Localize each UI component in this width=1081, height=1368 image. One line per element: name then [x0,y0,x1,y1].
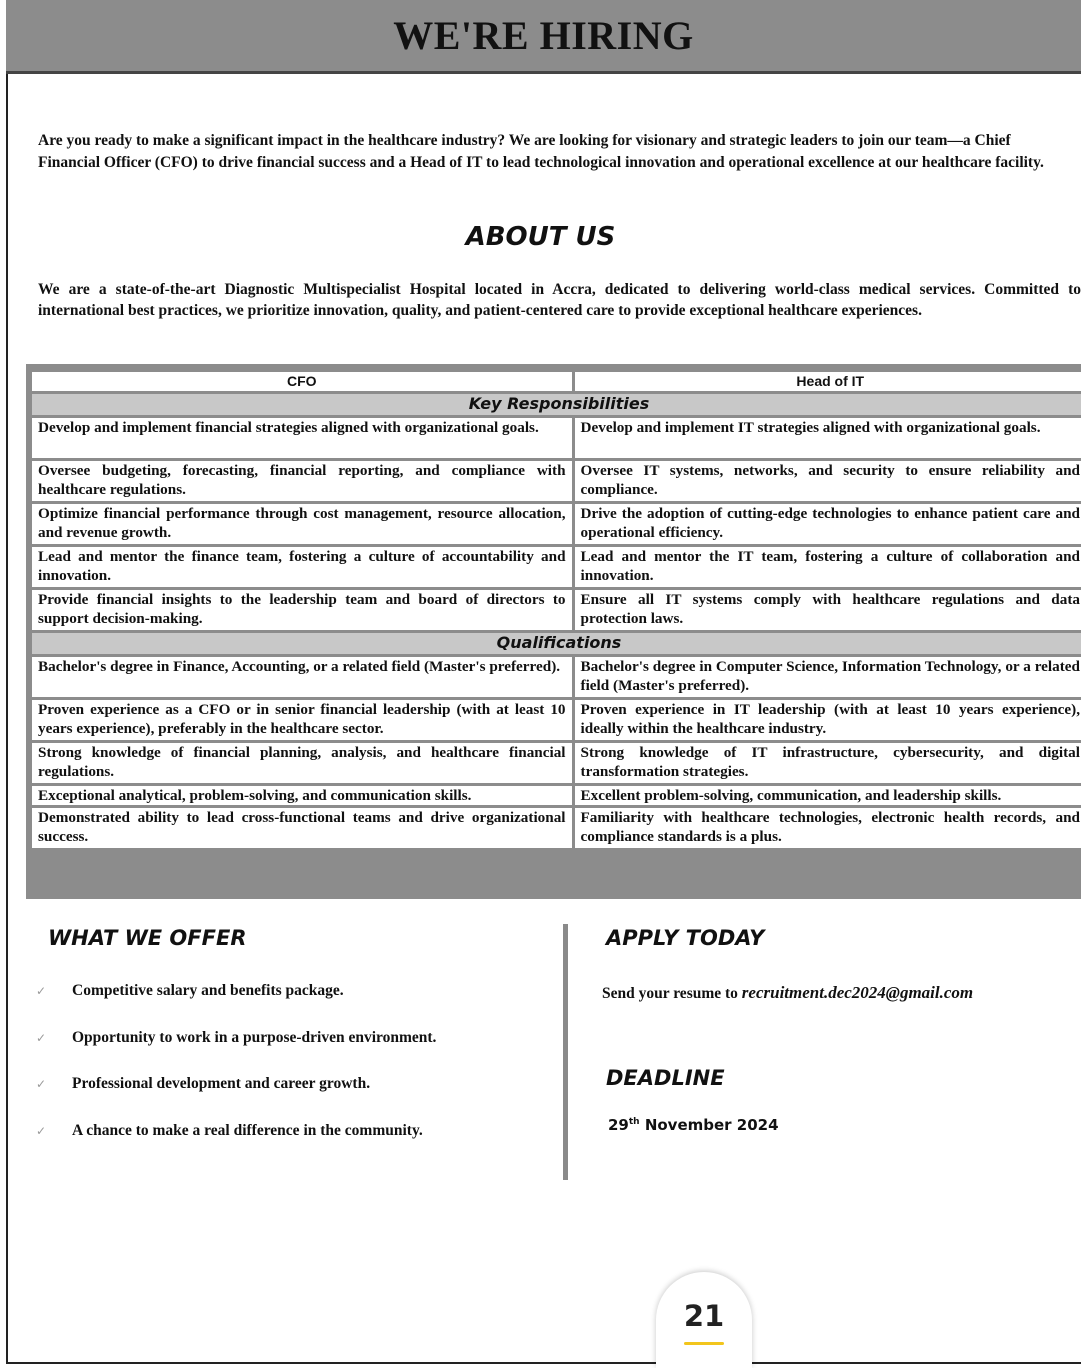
column-divider [563,924,568,1180]
table-row [32,418,1081,458]
cfo-cell: Lead and mentor the finance team, fostering a culture of accountability and innovation. [32,547,572,587]
table-row [32,808,1081,848]
cfo-cell: Bachelor's degree in Finance, Accounting, or a related field (Master's preferred). [32,657,572,697]
it-cell: Bachelor's degree in Computer Science, Information Technology, or a related field (Master's preferred). [575,657,1081,697]
checkmark-icon: ✓ [36,984,47,998]
offer-text: Opportunity to work in a purpose-driven environment. [72,1028,437,1046]
table-row [32,657,1081,697]
list-item [36,982,436,1029]
qualifications-band: Qualifications [32,633,1081,654]
column-header-it: Head of IT [575,372,1081,391]
cfo-cell: Exceptional analytical, problem-solving, and communication skills. [32,786,572,805]
about-heading: ABOUT US [465,222,616,252]
page-number: 21 [683,1299,725,1333]
roles-table-frame [26,364,1081,899]
checkmark-icon: ✓ [36,1077,47,1091]
it-cell: Drive the adoption of cutting-edge technologies to enhance patient care and operational efficiency. [575,504,1081,544]
offer-list [36,982,436,1168]
apply-heading: APPLY TODAY [606,926,765,950]
deadline-day-suffix: th [628,1117,640,1127]
table-row [32,461,1081,501]
cfo-cell: Strong knowledge of financial planning, analysis, and healthcare financial regulations. [32,743,572,783]
it-cell: Proven experience in IT leadership (with at least 10 years experience), ideally within the healthcare industry. [575,700,1081,740]
deadline-date [608,1116,779,1134]
header-banner [6,0,1081,74]
table-row [32,700,1081,740]
it-cell: Ensure all IT systems comply with healthcare regulations and data protection laws. [575,590,1081,630]
table-row [32,743,1081,783]
page-number-underline [684,1342,724,1345]
offer-text: Competitive salary and benefits package. [72,982,344,999]
table-row [32,547,1081,587]
cfo-cell: Oversee budgeting, forecasting, financial reporting, and compliance with healthcare regulations. [32,461,572,501]
it-cell: Oversee IT systems, networks, and security to ensure reliability and compliance. [575,461,1081,501]
it-cell: Lead and mentor the IT team, fostering a culture of collaboration and innovation. [575,547,1081,587]
page-number-tab[interactable] [656,1272,752,1368]
it-cell: Excellent problem-solving, communication, and leadership skills. [575,786,1081,805]
list-item [36,1122,436,1169]
table-row [32,590,1081,630]
deadline-heading: DEADLINE [606,1066,725,1090]
email-address[interactable]: recruitment.dec2024@gmail.com [741,983,974,1002]
list-item [36,1075,436,1122]
roles-table [29,369,1081,851]
cfo-cell: Proven experience as a CFO or in senior financial leadership (with at least 10 years experience), preferably in the healthcare sector. [32,700,572,740]
apply-text: Send your resume to [602,985,742,1002]
page-title: WE'RE HIRING [393,13,694,58]
table-header-row [32,372,1081,391]
list-item [36,1029,436,1076]
table-row [32,504,1081,544]
apply-instructions [602,983,973,1003]
cfo-cell: Demonstrated ability to lead cross-functional teams and drive organizational success. [32,808,572,848]
offer-text: A chance to make a real difference in the community. [72,1121,423,1139]
it-cell: Strong knowledge of IT infrastructure, cybersecurity, and digital transformation strategies. [575,743,1081,783]
it-cell: Familiarity with healthcare technologies, electronic health records, and compliance standards is a plus. [575,808,1081,848]
about-paragraph: We are a state-of-the-art Diagnostic Multispecialist Hospital located in Accra, dedicated to delivering world-class medical services. Committed to international best practices, we prioritize innovation, quality, and patient-centered care to provide exceptional healthcare experiences. [38,281,1081,319]
cfo-cell: Provide financial insights to the leadership team and board of directors to support decision-making. [32,590,572,630]
offer-heading: WHAT WE OFFER [48,926,247,950]
cfo-cell: Develop and implement financial strategies aligned with organizational goals. [32,418,572,458]
deadline-month-year: November 2024 [639,1116,779,1134]
cfo-cell: Optimize financial performance through cost management, resource allocation, and revenue growth. [32,504,572,544]
responsibilities-band: Key Responsibilities [32,394,1081,415]
offer-text: Professional development and career growth. [72,1075,371,1092]
checkmark-icon: ✓ [36,1123,47,1138]
intro-paragraph: Are you ready to make a significant impact in the healthcare industry? We are looking for visionary and strategic leaders to join our team—a Chief Financial Officer (CFO) to drive financial success and a Head of IT to lead technological innovation and operational excellence at our healthcare facility. [38,132,1044,171]
checkmark-icon: ✓ [36,1030,47,1045]
column-header-cfo: CFO [32,372,572,391]
deadline-day: 29 [608,1116,629,1134]
it-cell: Develop and implement IT strategies aligned with organizational goals. [575,418,1081,458]
table-row [32,786,1081,805]
